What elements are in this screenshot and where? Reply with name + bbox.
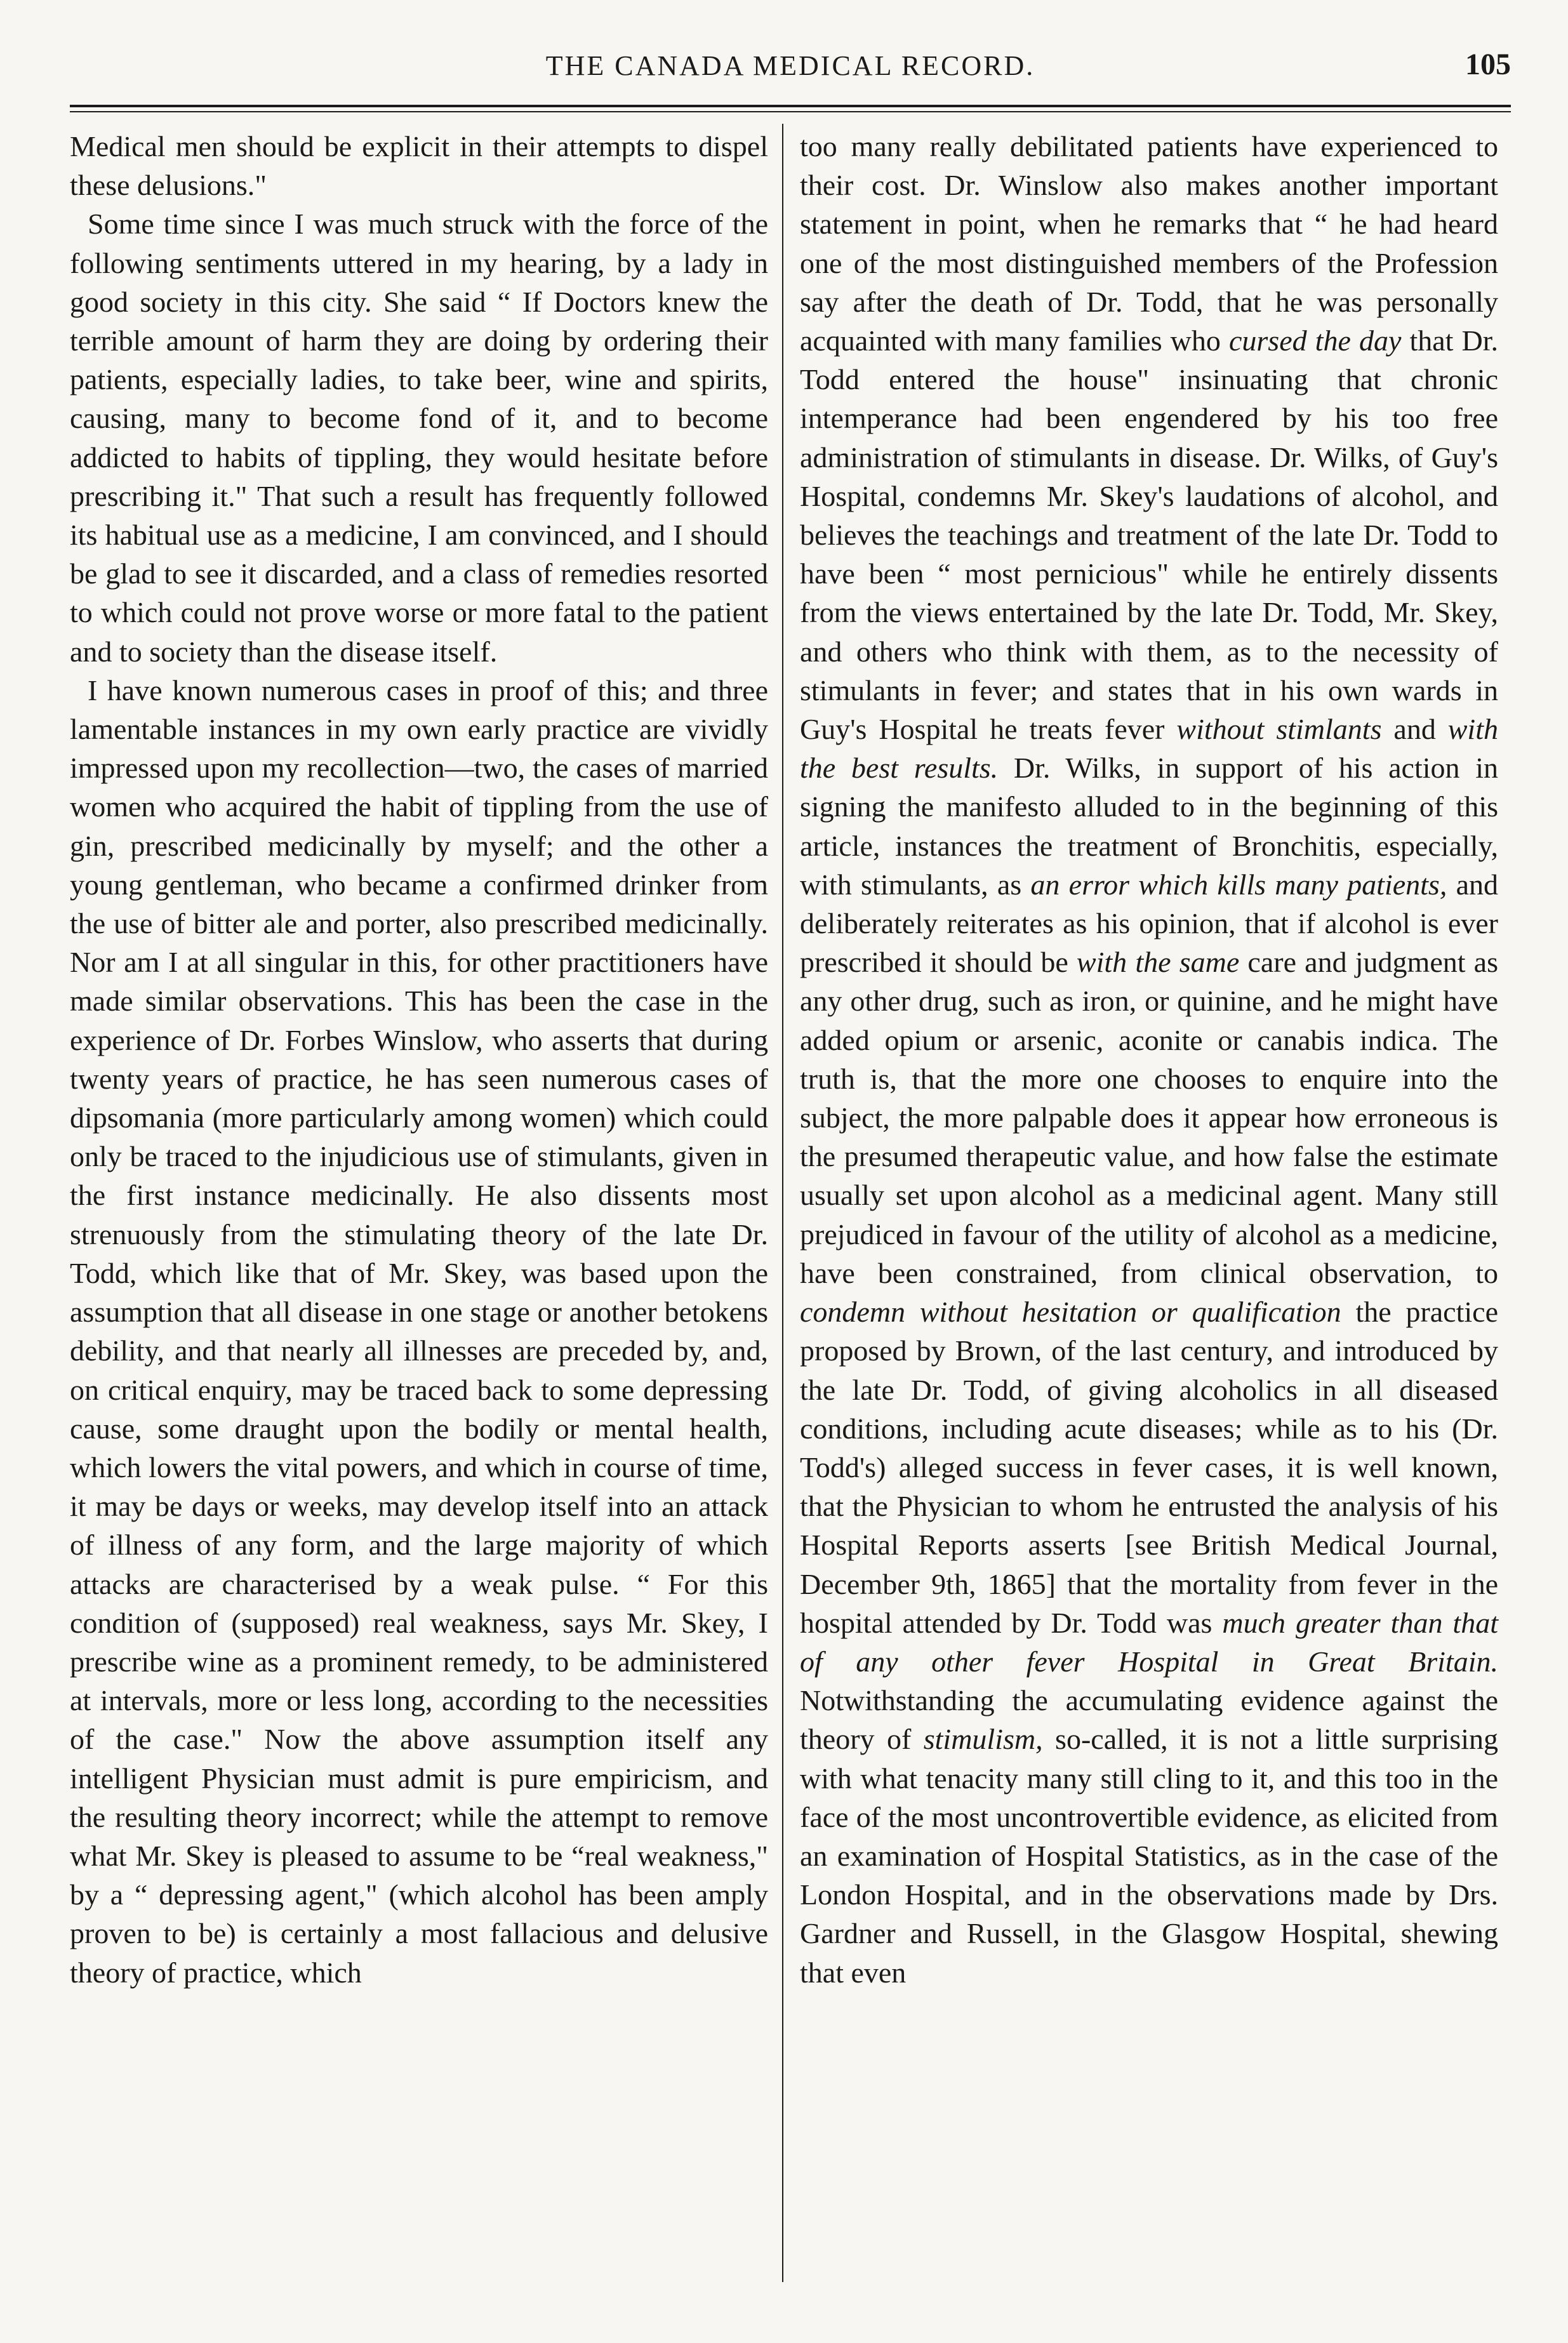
text-run: too many really debilitated patients have experienced to their cost. Dr. Winslow also makes another important statement in point, when he remarks that “ he had heard one of the most distinguished members of the Profession say after the death of Dr. Todd, that he was personally acquainted with many families who [800, 130, 1498, 357]
italic-run: without stimlants [1176, 713, 1382, 746]
paragraph [800, 127, 1498, 1992]
right-column [800, 127, 1498, 1992]
text-run: the practice proposed by Brown, of the last century, and introduced by the late Dr. Todd, of giving alcoholics in all diseased conditions, including acute diseases; while as to his (Dr. Todd's) alleged success in fever cases, it is well known, that the Physician to whom he entrusted the analysis of his Hospital Reports asserts [see British Medical Journal, December 9th, 1865] that the mortality from fever in the hospital attended by Dr. Todd was [800, 1296, 1498, 1639]
text-run: and deliberately reiterates as his opinion, that if alcohol is ever prescribed it should be [800, 868, 1498, 979]
page-header [70, 44, 1511, 95]
text-run: that Dr. Todd entered the house" insinuating that chronic intemperance had been engendered by his too free administration of stimulants in disease. Dr. Wilks, of Guy's Hospital, condemns Mr. Skey's laudations of alcohol, and believes the teachings and treatment of the late Dr. Todd to have been “ most pernicious" while he entirely dissents from the views entertained by the late Dr. Todd, Mr. Skey, and others who think with them, as to the necessity of stimulants in fever; and states that in his own wards in Guy's Hospital he treats fever [800, 324, 1498, 746]
italic-run: much greater than that of any other fever Hospital in Great Britain. [800, 1606, 1498, 1678]
header-rule-thin [70, 111, 1511, 112]
italic-run: cursed the day [1228, 324, 1402, 357]
italic-run: condemn without hesitation or qualification [800, 1296, 1341, 1329]
italic-run: an error which kills many patients, [1030, 868, 1447, 901]
paragraph: Medical men should be explicit in their attempts to dispel these delusions." [70, 130, 768, 202]
paragraph: Some time since I was much struck with the force of the following sentiments uttered in my hearing, by a lady in good society in this city. She said “ If Doctors knew the terrible amount of harm they are doing by ordering their patients, especially ladies, to take beer, wine and spirits, causing, many to become fond of it, and to become addicted to habits of tippling, they would hesitate before prescribing it." That such a result has frequently followed its habitual use as a medicine, I am convinced, and I should be glad to see it discarded, and a class of remedies resorted to which could not prove worse or more fatal to the patient and to society than the disease itself. [70, 208, 768, 668]
running-title: THE CANADA MEDICAL RECORD. [545, 50, 1035, 81]
text-run: Notwithstanding the accumulating evidence against the theory of [800, 1684, 1498, 1756]
header-rule-thick [70, 105, 1511, 107]
text-run: so-called, it is not a little surprising with what tenacity many still cling to it, and this too in the face of the most uncontrovertible evidence, as elicited from an examination of Hospital Statistics, as in the case of the London Hospital, and in the observations made by Drs. Gardner and Russell, in the Glasgow Hospital, shewing that even [800, 1723, 1498, 1989]
italic-run: with the best results. [800, 713, 1498, 785]
text-run: and [1381, 713, 1448, 746]
text-run: Dr. Wilks, in support of his action in signing the manifesto alluded to in the beginning of this article, instances the treatment of Bronchitis, especially, with stimulants, as [800, 752, 1498, 901]
column-divider [782, 124, 783, 2282]
italic-run: stimulism, [923, 1723, 1043, 1756]
page-number: 105 [1465, 48, 1511, 81]
italic-run: with the same [1076, 946, 1240, 979]
paragraph: I have known numerous cases in proof of this; and three lamentable instances in my own early practice are vividly impressed upon my recollection—two, the cases of married women who acquired the habit of tippling from the use of gin, prescribed medicinally by myself; and the other a young gentleman, who became a confirmed drinker from the use of bitter ale and porter, also prescribed medicinally. Nor am I at all singular in this, for other practitioners have made similar observations. This has been the case in the experience of Dr. Forbes Winslow, who asserts that during twenty years of practice, he has seen numerous cases of dipsomania (more particularly among women) which could only be traced to the injudicious use of stimulants, given in the first instance medicinally. He also dissents most strenuously from the stimulating theory of the late Dr. Todd, which like that of Mr. Skey, was based upon the assumption that all disease in one stage or another betokens debility, and that nearly all illnesses are preceded by, and, on critical enquiry, may be traced back to some depressing cause, some draught upon the bodily or mental health, which lowers the vital powers, and which in course of time, it may be days or weeks, may develop itself into an attack of illness of any form, and the large majority of which attacks are characterised by a weak pulse. “ For this condition of (supposed) real weakness, says Mr. Skey, I prescribe wine as a prominent remedy, to be administered at intervals, more or less long, according to the necessities of the case." Now the above assumption itself any intelligent Physician must admit is pure empiricism, and the resulting theory incorrect; while the attempt to remove what Mr. Skey is pleased to assume to be “real weakness," by a “ depressing agent," (which alcohol has been amply proven to be) is certainly a most fallacious and delusive theory of practice, which [70, 674, 768, 1989]
text-run: care and judgment as any other drug, such as iron, or quinine, and he might have added opium or arsenic, aconite or canabis indica. The truth is, that the more one chooses to enquire into the subject, the more palpable does it appear how erroneous is the presumed therapeutic value, and how false the estimate usually set upon alcohol as a medicinal agent. Many still prejudiced in favour of the utility of alcohol as a medicine, have been constrained, from clinical observation, to [800, 946, 1498, 1289]
left-column [70, 127, 768, 1992]
